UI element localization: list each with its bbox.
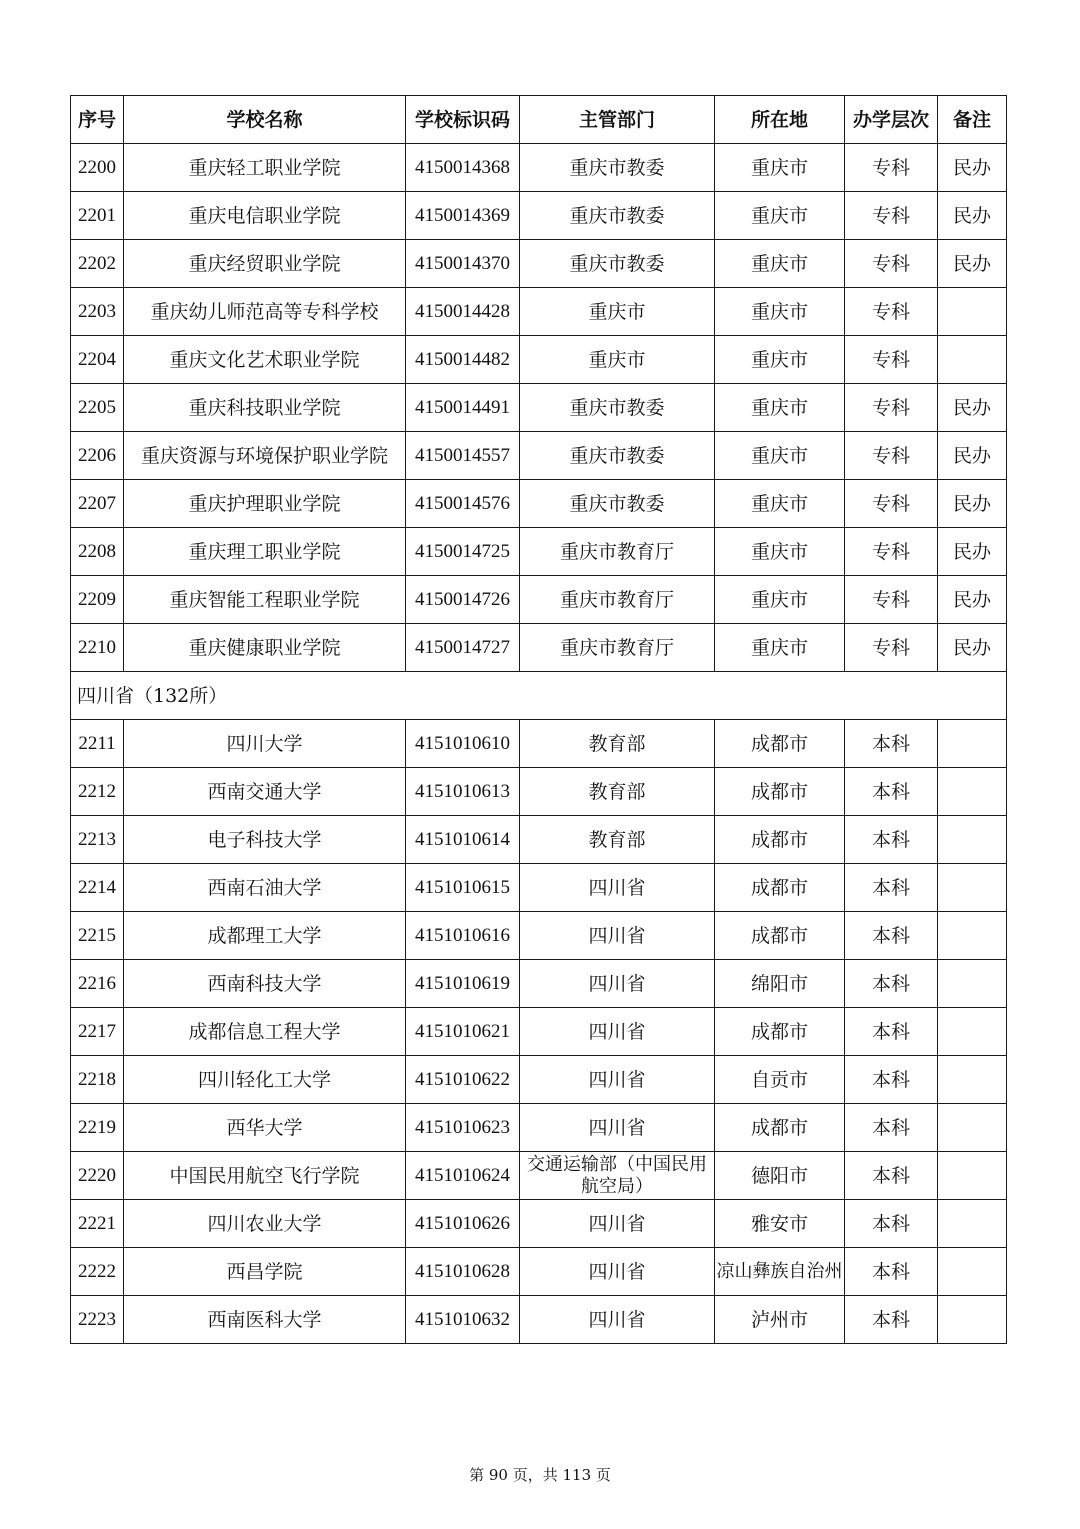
department: 重庆市: [520, 288, 715, 336]
education-level: 专科: [845, 192, 938, 240]
school-name: 四川农业大学: [124, 1200, 406, 1248]
department: 重庆市教委: [520, 240, 715, 288]
row-number: 2211: [71, 720, 124, 768]
school-code: 4151010626: [406, 1200, 520, 1248]
table-row: [71, 192, 1007, 240]
school-name: 重庆经贸职业学院: [124, 240, 406, 288]
row-number: 2216: [71, 960, 124, 1008]
remark: 民办: [938, 528, 1007, 576]
school-name: 西南交通大学: [124, 768, 406, 816]
school-code: 4151010632: [406, 1296, 520, 1344]
remark: 民办: [938, 384, 1007, 432]
department: 重庆市教育厅: [520, 528, 715, 576]
remark: [938, 912, 1007, 960]
location: 成都市: [715, 768, 845, 816]
location: 重庆市: [715, 576, 845, 624]
row-number: 2204: [71, 336, 124, 384]
school-name: 四川轻化工大学: [124, 1056, 406, 1104]
location: 德阳市: [715, 1152, 845, 1200]
location: 绵阳市: [715, 960, 845, 1008]
table-row: [71, 480, 1007, 528]
table-row: [71, 720, 1007, 768]
table-row: [71, 1152, 1007, 1200]
location: 泸州市: [715, 1296, 845, 1344]
school-code: 4151010622: [406, 1056, 520, 1104]
school-code: 4150014370: [406, 240, 520, 288]
school-name: 西南科技大学: [124, 960, 406, 1008]
row-number: 2206: [71, 432, 124, 480]
row-number: 2201: [71, 192, 124, 240]
school-code: 4150014557: [406, 432, 520, 480]
department: 四川省: [520, 960, 715, 1008]
page-footer: 第 90 页，共 113 页: [469, 1466, 611, 1484]
table-row: [71, 1248, 1007, 1296]
department: 教育部: [520, 720, 715, 768]
department: 四川省: [520, 1296, 715, 1344]
row-number: 2213: [71, 816, 124, 864]
remark: [938, 1056, 1007, 1104]
table-row: [71, 384, 1007, 432]
school-name: 电子科技大学: [124, 816, 406, 864]
department: 重庆市教委: [520, 432, 715, 480]
department: 四川省: [520, 1104, 715, 1152]
remark: 民办: [938, 240, 1007, 288]
table-row: [71, 960, 1007, 1008]
location: 重庆市: [715, 288, 845, 336]
table-row: [71, 624, 1007, 672]
school-name: 西昌学院: [124, 1248, 406, 1296]
table-row: [71, 816, 1007, 864]
location: 成都市: [715, 864, 845, 912]
table-row: [71, 288, 1007, 336]
school-code: 4151010613: [406, 768, 520, 816]
location: 重庆市: [715, 336, 845, 384]
row-number: 2215: [71, 912, 124, 960]
row-number: 2203: [71, 288, 124, 336]
school-code: 4150014727: [406, 624, 520, 672]
location: 重庆市: [715, 480, 845, 528]
row-number: 2217: [71, 1008, 124, 1056]
table-row: [71, 912, 1007, 960]
department: 重庆市: [520, 336, 715, 384]
remark: [938, 1296, 1007, 1344]
school-list-table: [70, 95, 1007, 1344]
education-level: 专科: [845, 384, 938, 432]
remark: [938, 816, 1007, 864]
education-level: 本科: [845, 912, 938, 960]
school-name: 重庆电信职业学院: [124, 192, 406, 240]
header-row: [71, 96, 1007, 144]
location: 重庆市: [715, 624, 845, 672]
school-code: 4151010614: [406, 816, 520, 864]
location: 重庆市: [715, 240, 845, 288]
school-name: 重庆护理职业学院: [124, 480, 406, 528]
school-code: 4150014576: [406, 480, 520, 528]
header-cell: 办学层次: [845, 96, 938, 144]
school-code: 4150014726: [406, 576, 520, 624]
remark: [938, 960, 1007, 1008]
school-name: 西南医科大学: [124, 1296, 406, 1344]
table-row: [71, 432, 1007, 480]
header-cell: 所在地: [715, 96, 845, 144]
table-row: [71, 336, 1007, 384]
row-number: 2220: [71, 1152, 124, 1200]
department: 重庆市教委: [520, 192, 715, 240]
remark: 民办: [938, 624, 1007, 672]
education-level: 本科: [845, 816, 938, 864]
school-code: 4151010628: [406, 1248, 520, 1296]
location: 重庆市: [715, 528, 845, 576]
remark: 民办: [938, 192, 1007, 240]
table-row: [71, 1200, 1007, 1248]
location: 成都市: [715, 1104, 845, 1152]
location: 重庆市: [715, 432, 845, 480]
remark: [938, 1008, 1007, 1056]
row-number: 2200: [71, 144, 124, 192]
location: 重庆市: [715, 192, 845, 240]
education-level: 专科: [845, 624, 938, 672]
header-cell: 学校标识码: [406, 96, 520, 144]
department: 交通运输部（中国民用航空局）: [520, 1152, 715, 1200]
location: 成都市: [715, 912, 845, 960]
remark: [938, 1104, 1007, 1152]
location: 重庆市: [715, 384, 845, 432]
department: 四川省: [520, 1200, 715, 1248]
remark: [938, 1152, 1007, 1200]
location: 重庆市: [715, 144, 845, 192]
school-name: 重庆轻工职业学院: [124, 144, 406, 192]
header-cell: 学校名称: [124, 96, 406, 144]
row-number: 2207: [71, 480, 124, 528]
education-level: 专科: [845, 528, 938, 576]
row-number: 2208: [71, 528, 124, 576]
row-number: 2205: [71, 384, 124, 432]
remark: 民办: [938, 432, 1007, 480]
school-name: 重庆健康职业学院: [124, 624, 406, 672]
row-number: 2219: [71, 1104, 124, 1152]
education-level: 本科: [845, 1296, 938, 1344]
school-code: 4151010621: [406, 1008, 520, 1056]
remark: 民办: [938, 480, 1007, 528]
sichuan-rows: [71, 720, 1007, 1344]
remark: [938, 1200, 1007, 1248]
school-name: 四川大学: [124, 720, 406, 768]
education-level: 专科: [845, 576, 938, 624]
department: 重庆市教委: [520, 144, 715, 192]
location: 凉山彝族自治州: [715, 1248, 845, 1296]
school-code: 4151010616: [406, 912, 520, 960]
education-level: 本科: [845, 960, 938, 1008]
row-number: 2210: [71, 624, 124, 672]
row-number: 2202: [71, 240, 124, 288]
school-name: 西华大学: [124, 1104, 406, 1152]
education-level: 本科: [845, 864, 938, 912]
table-row: [71, 528, 1007, 576]
section-title: 四川省（132所）: [71, 672, 1007, 720]
table-row: [71, 1104, 1007, 1152]
department: 四川省: [520, 1008, 715, 1056]
school-name: 重庆资源与环境保护职业学院: [124, 432, 406, 480]
remark: [938, 336, 1007, 384]
department: 四川省: [520, 912, 715, 960]
education-level: 本科: [845, 768, 938, 816]
location: 成都市: [715, 720, 845, 768]
education-level: 本科: [845, 1152, 938, 1200]
section-row: [71, 672, 1007, 720]
school-code: 4150014491: [406, 384, 520, 432]
school-code: 4151010619: [406, 960, 520, 1008]
remark: [938, 768, 1007, 816]
education-level: 专科: [845, 432, 938, 480]
school-code: 4150014368: [406, 144, 520, 192]
table-row: [71, 768, 1007, 816]
remark: [938, 720, 1007, 768]
remark: [938, 1248, 1007, 1296]
row-number: 2218: [71, 1056, 124, 1104]
remark: [938, 288, 1007, 336]
department: 四川省: [520, 864, 715, 912]
school-code: 4151010615: [406, 864, 520, 912]
school-code: 4150014428: [406, 288, 520, 336]
school-name: 重庆理工职业学院: [124, 528, 406, 576]
education-level: 本科: [845, 1200, 938, 1248]
education-level: 专科: [845, 144, 938, 192]
row-number: 2221: [71, 1200, 124, 1248]
table-row: [71, 576, 1007, 624]
school-name: 中国民用航空飞行学院: [124, 1152, 406, 1200]
education-level: 本科: [845, 1056, 938, 1104]
department: 教育部: [520, 816, 715, 864]
school-name: 西南石油大学: [124, 864, 406, 912]
location: 雅安市: [715, 1200, 845, 1248]
education-level: 专科: [845, 480, 938, 528]
department: 重庆市教委: [520, 384, 715, 432]
location: 成都市: [715, 816, 845, 864]
department: 重庆市教育厅: [520, 624, 715, 672]
remark: 民办: [938, 144, 1007, 192]
remark: 民办: [938, 576, 1007, 624]
header-cell: 序号: [71, 96, 124, 144]
department: 四川省: [520, 1248, 715, 1296]
table-row: [71, 240, 1007, 288]
table-row: [71, 144, 1007, 192]
table-row: [71, 1008, 1007, 1056]
school-name: 重庆科技职业学院: [124, 384, 406, 432]
remark: [938, 864, 1007, 912]
row-number: 2209: [71, 576, 124, 624]
location: 成都市: [715, 1008, 845, 1056]
row-number: 2214: [71, 864, 124, 912]
school-code: 4150014725: [406, 528, 520, 576]
school-code: 4151010623: [406, 1104, 520, 1152]
table-row: [71, 1296, 1007, 1344]
education-level: 专科: [845, 288, 938, 336]
education-level: 本科: [845, 720, 938, 768]
department: 四川省: [520, 1056, 715, 1104]
education-level: 本科: [845, 1104, 938, 1152]
row-number: 2222: [71, 1248, 124, 1296]
school-code: 4151010624: [406, 1152, 520, 1200]
department: 教育部: [520, 768, 715, 816]
school-name: 成都信息工程大学: [124, 1008, 406, 1056]
education-level: 本科: [845, 1008, 938, 1056]
header-cell: 主管部门: [520, 96, 715, 144]
row-number: 2212: [71, 768, 124, 816]
school-code: 4150014369: [406, 192, 520, 240]
school-code: 4151010610: [406, 720, 520, 768]
section-row-group: [71, 672, 1007, 720]
department: 重庆市教育厅: [520, 576, 715, 624]
education-level: 专科: [845, 240, 938, 288]
table-row: [71, 864, 1007, 912]
school-name: 重庆幼儿师范高等专科学校: [124, 288, 406, 336]
school-code: 4150014482: [406, 336, 520, 384]
education-level: 专科: [845, 336, 938, 384]
row-number: 2223: [71, 1296, 124, 1344]
school-name: 重庆文化艺术职业学院: [124, 336, 406, 384]
table-row: [71, 1056, 1007, 1104]
education-level: 本科: [845, 1248, 938, 1296]
department: 重庆市教委: [520, 480, 715, 528]
school-name: 重庆智能工程职业学院: [124, 576, 406, 624]
school-name: 成都理工大学: [124, 912, 406, 960]
header-cell: 备注: [938, 96, 1007, 144]
chongqing-rows: [71, 144, 1007, 672]
location: 自贡市: [715, 1056, 845, 1104]
